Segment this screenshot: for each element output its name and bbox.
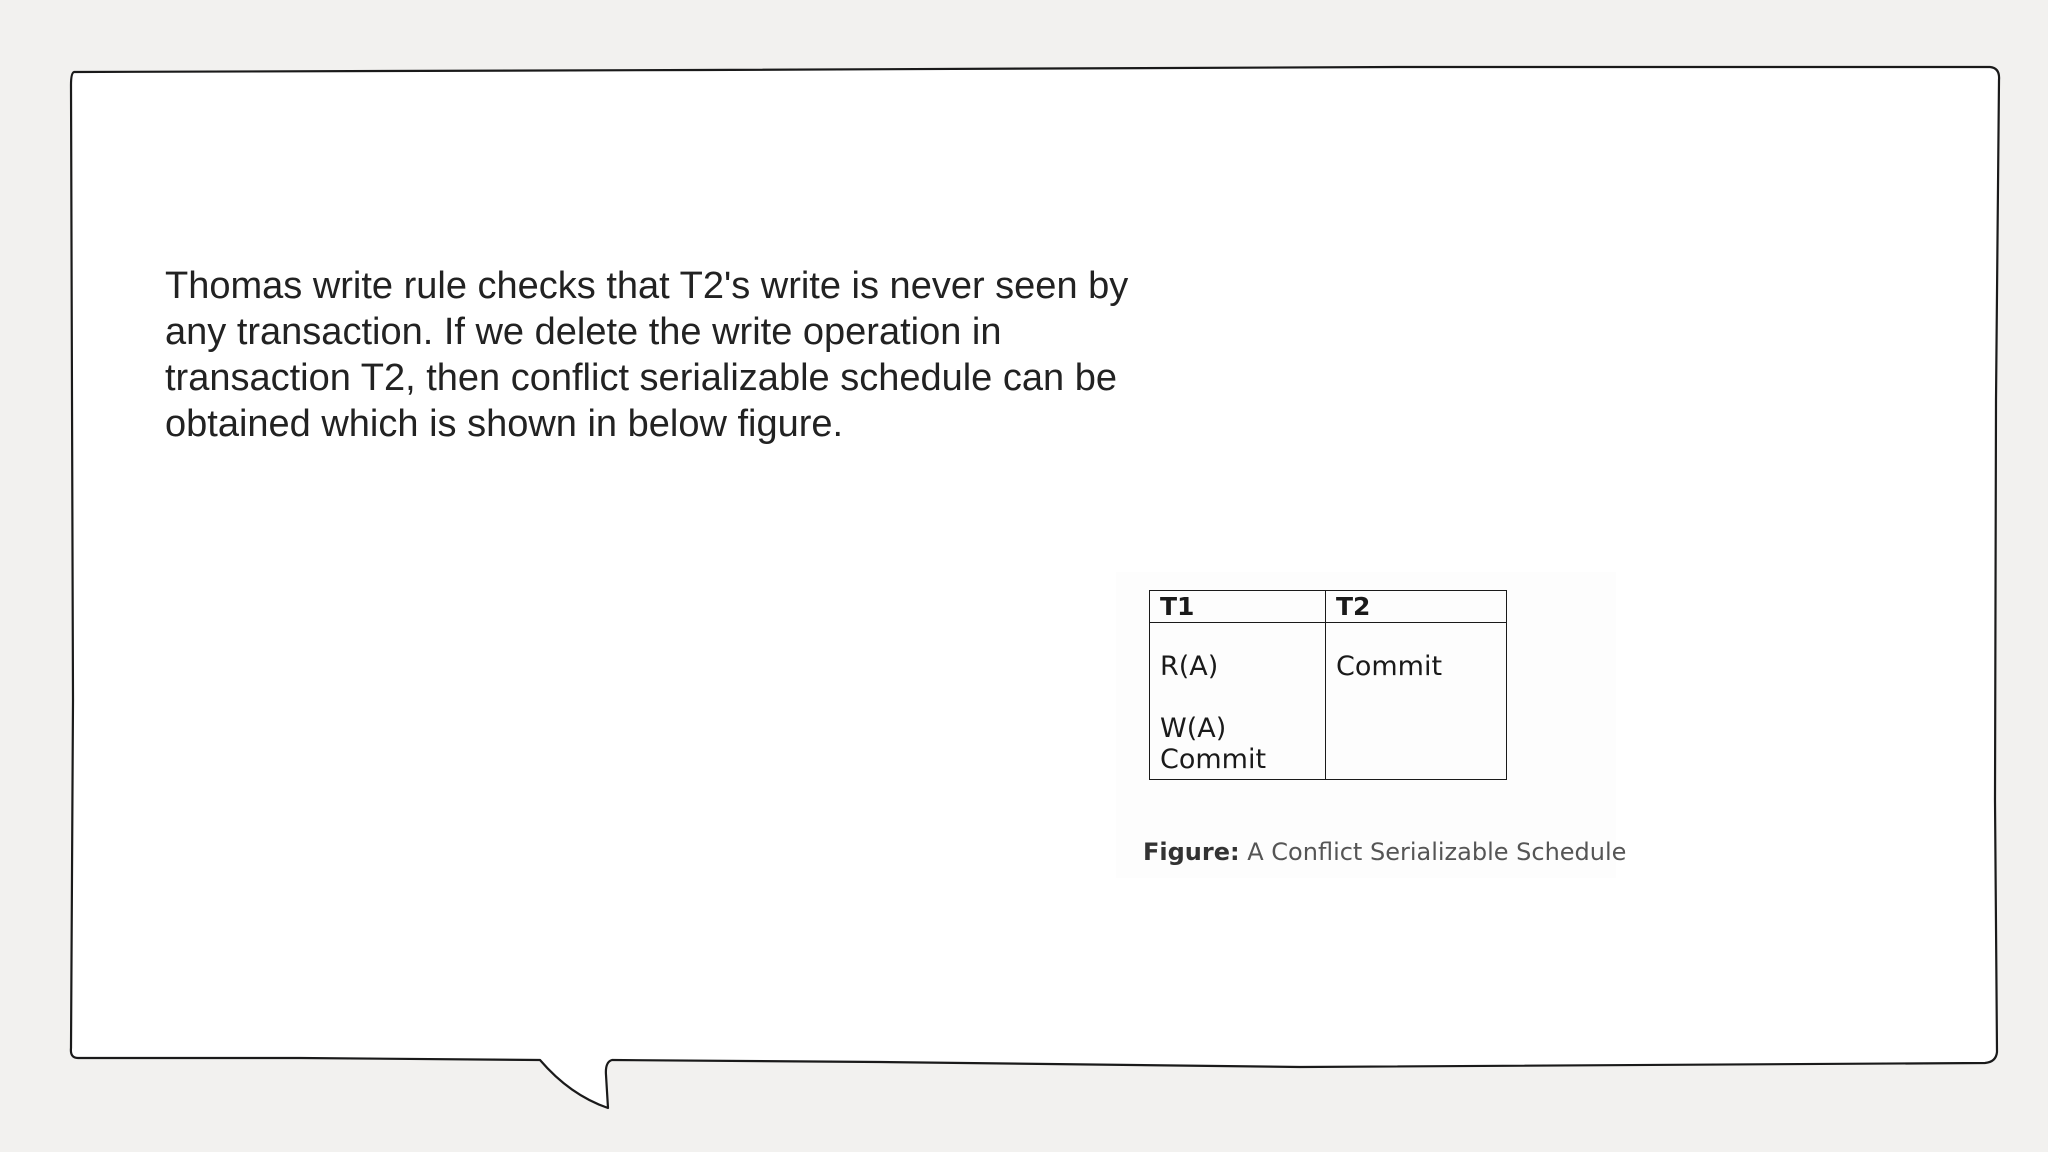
schedule-table — [1149, 590, 1507, 780]
t1-operations-cell — [1150, 623, 1326, 780]
schedule-figure — [1116, 572, 1627, 878]
t1-op-read: R(A) — [1160, 651, 1219, 682]
figure-caption — [1143, 838, 1626, 866]
table-header-row — [1150, 591, 1507, 623]
caption-text: A Conflict Serializable Schedule — [1247, 838, 1627, 866]
table-row — [1150, 623, 1507, 780]
t1-op-commit: Commit — [1160, 744, 1267, 775]
t2-operations-cell — [1326, 623, 1507, 780]
header-t2: T2 — [1326, 591, 1507, 623]
t1-op-write: W(A) — [1160, 713, 1227, 744]
body-paragraph: Thomas write rule checks that T2's write is never seen by any transaction. If we delete the write operation in transaction T2, then conflict serializable schedule can be obtained which is shown in below figure. — [165, 265, 1129, 445]
caption-label: Figure: — [1143, 838, 1240, 866]
header-t1: T1 — [1150, 591, 1326, 623]
t2-op-commit: Commit — [1336, 651, 1443, 682]
